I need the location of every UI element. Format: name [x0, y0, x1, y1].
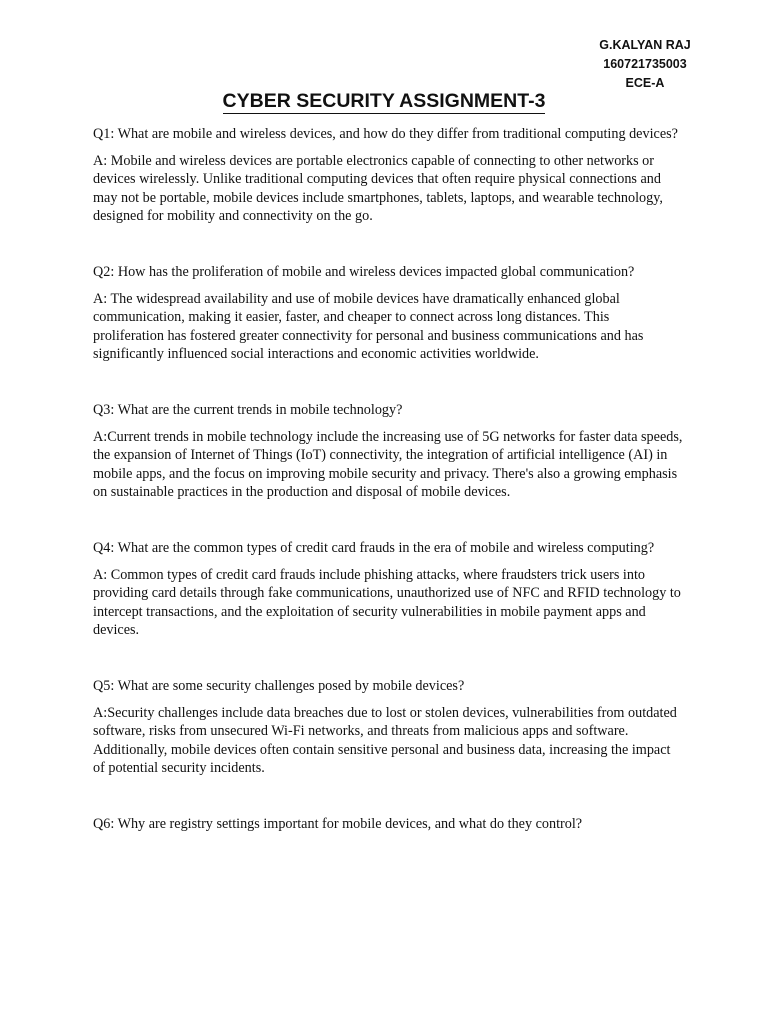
author-block: [588, 36, 702, 93]
question-6: Q6: Why are registry settings important for mobile devices, and what do they control?: [93, 816, 583, 833]
answer-3: A:Current trends in mobile technology include the increasing use of 5G networks for faster data speeds, the expansion of Internet of Things (IoT) connectivity, the integration of artificial intelligence (AI) in mobile apps, and the focus on improving mobile security and privacy. There's also a growing emphasis on sustainable practices in the production and disposal of mobile devices.: [93, 429, 683, 500]
author-name: G.KALYAN RAJ: [599, 38, 691, 52]
question-1: Q1: What are mobile and wireless devices, and how do they differ from traditional computing devices?: [93, 126, 678, 142]
roll-number: 160721735003: [603, 57, 687, 71]
question-4: Q4: What are the common types of credit card frauds in the era of mobile and wireless computing?: [93, 540, 655, 557]
question-5: Q5: What are some security challenges posed by mobile devices?: [93, 678, 465, 695]
question-3: Q3: What are the current trends in mobile technology?: [93, 402, 403, 419]
answer-5: A:Security challenges include data breaches due to lost or stolen devices, vulnerabilities from outdated software, risks from unsecured Wi-Fi networks, and threats from malicious apps and software. Additionally, mobile devices often contain sensitive personal and business data, increasing the impact of potential security incidents.: [93, 705, 677, 776]
answer-1: A: Mobile and wireless devices are portable electronics capable of connecting to other networks or devices wirelessly. Unlike traditional computing devices that often require physical connections and may not be portable, mobile devices include smartphones, tablets, laptops, and wearable technology, designed for mobility and connectivity on the go.: [93, 153, 663, 224]
document-title: [0, 88, 768, 114]
document-title-text: CYBER SECURITY ASSIGNMENT-3: [222, 90, 546, 112]
question-2: Q2: How has the proliferation of mobile and wireless devices impacted global communication?: [93, 264, 635, 281]
answer-4: A: Common types of credit card frauds include phishing attacks, where fraudsters trick users into providing card details through fake communications, unauthorized use of NFC and RFID technology to intercept transactions, and the exploitation of security vulnerabilities in mobile payment apps and devices.: [93, 567, 681, 638]
answer-2: A: The widespread availability and use of mobile devices have dramatically enhanced global communication, making it easier, faster, and cheaper to connect across long distances. This proliferation has fostered greater connectivity for personal and business communications and has significantly influenced social interactions and economic activities worldwide.: [93, 291, 644, 362]
qa-content: [93, 125, 683, 842]
class-section: ECE-A: [625, 76, 665, 90]
